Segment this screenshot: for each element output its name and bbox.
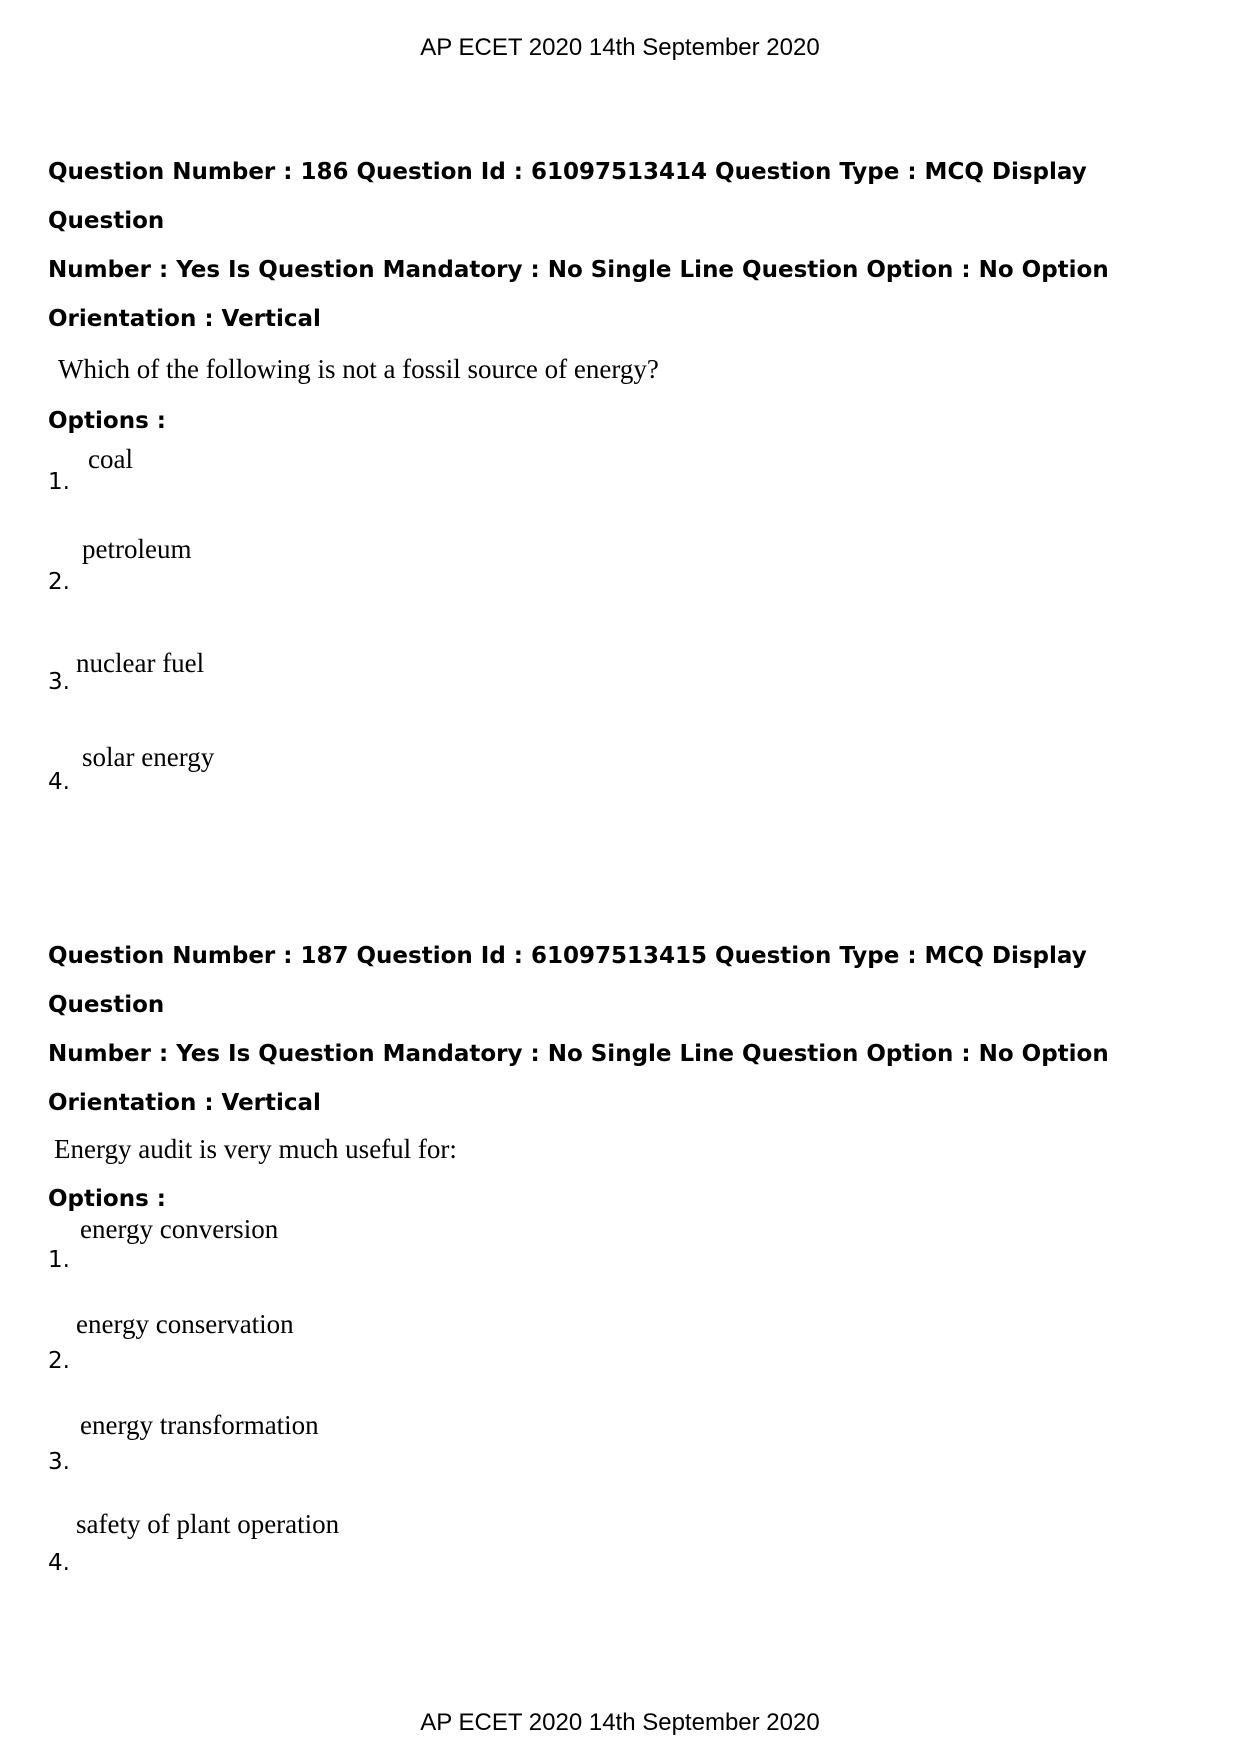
option-item	[48, 1509, 1198, 1618]
question-meta-line: Number : Yes Is Question Mandatory : No Single Line Question Option : No Option	[48, 1041, 1109, 1067]
option-item	[48, 436, 1198, 536]
question-meta-line: Orientation : Vertical	[48, 306, 321, 332]
option-number: 3.	[48, 669, 70, 695]
option-number: 1.	[48, 469, 70, 495]
option-number: 2.	[48, 1348, 70, 1374]
question-meta-line: Orientation : Vertical	[48, 1090, 321, 1116]
option-number: 3.	[48, 1449, 70, 1475]
option-item	[48, 636, 1198, 736]
options-label: Options :	[48, 1186, 166, 1212]
question-meta	[48, 932, 1198, 1128]
question-block-186	[48, 148, 1198, 836]
question-text: Which of the following is not a fossil source of energy?	[58, 354, 659, 384]
option-number: 2.	[48, 569, 70, 595]
question-meta	[48, 148, 1198, 344]
option-item	[48, 1309, 1198, 1416]
option-text: energy conversion	[80, 1214, 279, 1244]
option-number: 4.	[48, 769, 70, 795]
option-number: 1.	[48, 1247, 70, 1273]
page-header: AP ECET 2020 14th September 2020	[420, 34, 820, 61]
question-block-187	[48, 932, 1198, 1618]
option-text: solar energy	[82, 742, 215, 772]
question-meta-line: Question Number : 187 Question Id : 61097513415 Question Type : MCQ Display Question	[48, 943, 1087, 1018]
question-meta-line: Number : Yes Is Question Mandatory : No Single Line Question Option : No Option	[48, 257, 1109, 283]
option-text: nuclear fuel	[76, 648, 205, 678]
options-label: Options :	[48, 408, 166, 434]
question-meta-line: Question Number : 186 Question Id : 61097513414 Question Type : MCQ Display Question	[48, 159, 1087, 234]
question-text: Energy audit is very much useful for:	[54, 1134, 457, 1164]
option-item	[48, 1214, 1198, 1315]
option-number: 4.	[48, 1550, 70, 1576]
option-text: energy transformation	[80, 1410, 319, 1440]
option-item	[48, 536, 1198, 636]
option-text: coal	[88, 444, 133, 474]
option-item	[48, 736, 1198, 836]
page-footer: AP ECET 2020 14th September 2020	[420, 1709, 820, 1736]
option-text: petroleum	[82, 534, 192, 564]
option-item	[48, 1410, 1198, 1517]
option-text: energy conservation	[76, 1309, 294, 1339]
option-text: safety of plant operation	[76, 1509, 340, 1539]
